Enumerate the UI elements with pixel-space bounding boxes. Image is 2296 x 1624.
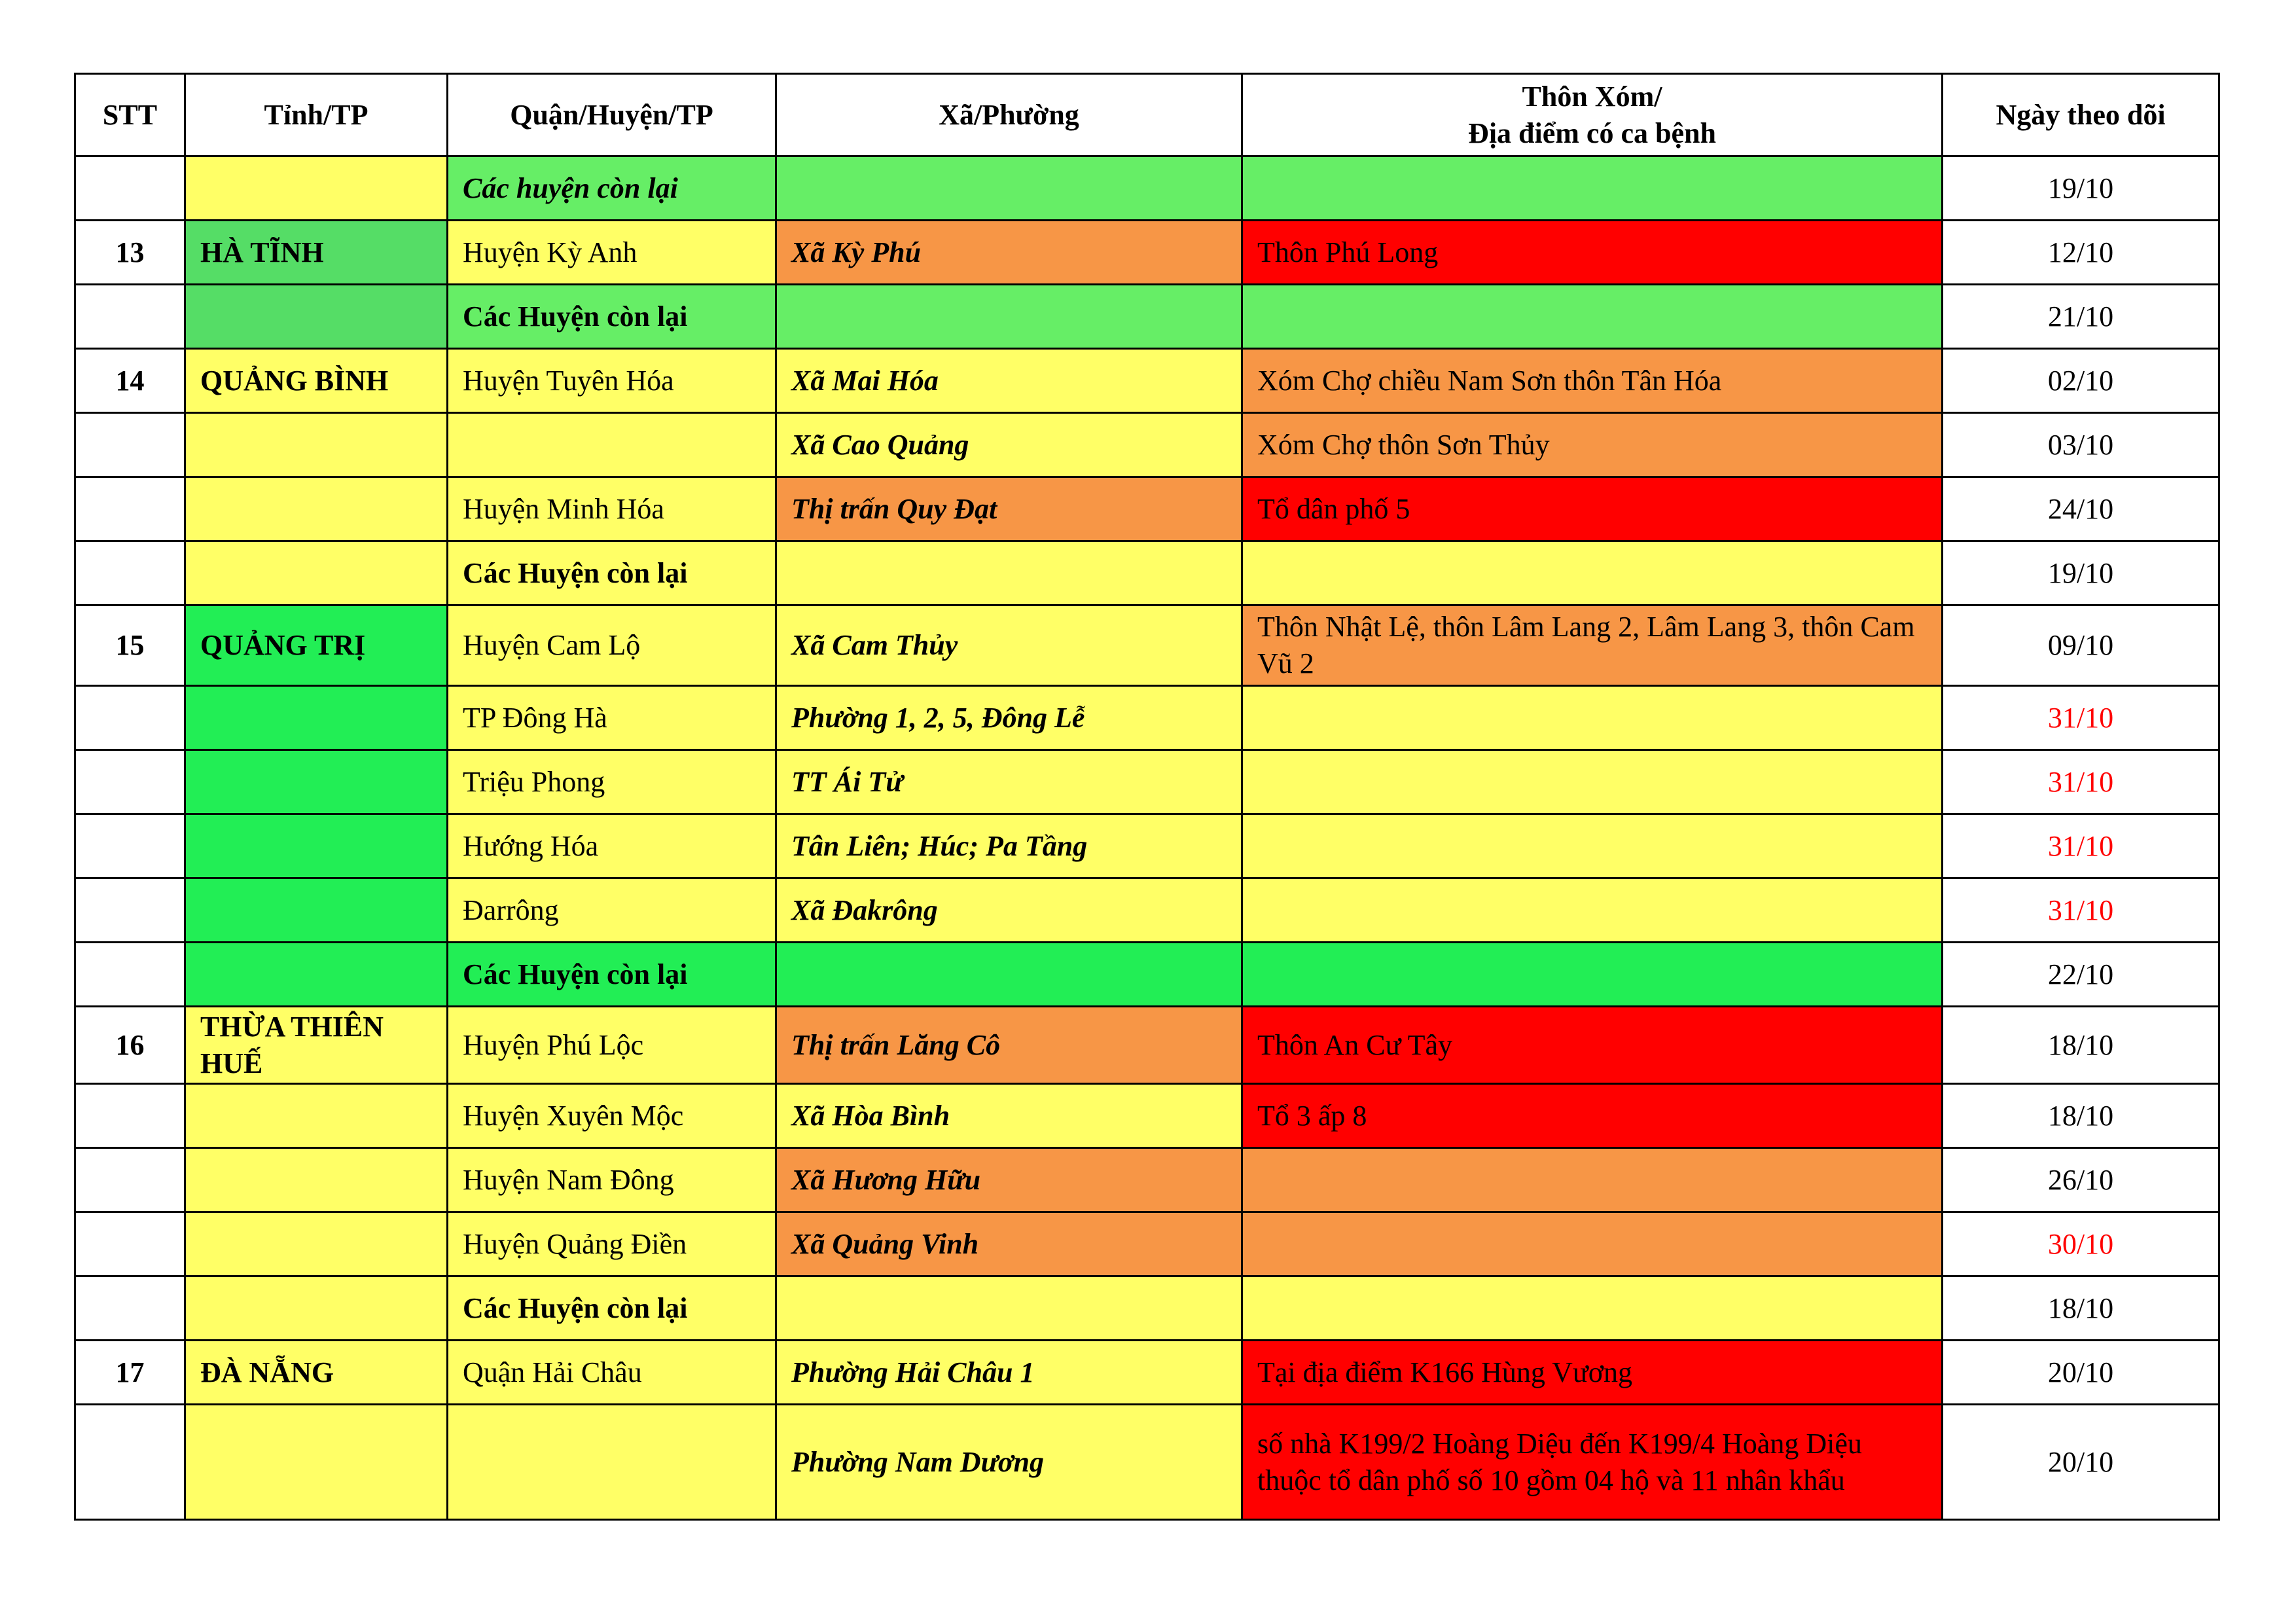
cell-thon: Xóm Chợ thôn Sơn Thủy (1242, 413, 1943, 477)
cell-tinh (185, 686, 448, 750)
table-row (75, 814, 2219, 878)
cell-tinh (185, 285, 448, 349)
cell-stt (75, 943, 185, 1007)
cell-tinh: HÀ TĨNH (185, 221, 448, 285)
cell-tinh (185, 1405, 448, 1520)
cell-thon (1242, 686, 1943, 750)
table-row (75, 349, 2219, 413)
covid-tracking-table (74, 73, 2220, 1521)
cell-xa: Phường Hải Châu 1 (776, 1341, 1242, 1405)
cell-thon (1242, 1212, 1943, 1276)
cell-stt (75, 750, 185, 814)
cell-thon: Tổ 3 ấp 8 (1242, 1084, 1943, 1148)
cell-ngay: 19/10 (1943, 541, 2219, 605)
cell-ngay: 22/10 (1943, 943, 2219, 1007)
cell-ngay: 24/10 (1943, 477, 2219, 541)
table-row (75, 221, 2219, 285)
cell-thon: Thôn Nhật Lệ, thôn Lâm Lang 2, Lâm Lang 3, thôn Cam Vũ 2 (1242, 605, 1943, 686)
table-row (75, 1405, 2219, 1520)
cell-xa: Tân Liên; Húc; Pa Tầng (776, 814, 1242, 878)
table-row (75, 605, 2219, 686)
cell-tinh (185, 750, 448, 814)
cell-thon (1242, 1148, 1943, 1212)
cell-huyen: Hướng Hóa (448, 814, 776, 878)
cell-ngay: 18/10 (1943, 1276, 2219, 1341)
cell-ngay: 31/10 (1943, 878, 2219, 943)
cell-ngay: 09/10 (1943, 605, 2219, 686)
cell-stt: 15 (75, 605, 185, 686)
table-row (75, 1276, 2219, 1341)
cell-xa: Xã Mai Hóa (776, 349, 1242, 413)
cell-xa (776, 156, 1242, 221)
cell-huyen: Các Huyện còn lại (448, 541, 776, 605)
cell-thon: Tổ dân phố 5 (1242, 477, 1943, 541)
header-thon (1242, 74, 1943, 156)
cell-huyen: Các huyện còn lại (448, 156, 776, 221)
header-row (75, 74, 2219, 156)
cell-thon (1242, 541, 1943, 605)
cell-thon (1242, 814, 1943, 878)
cell-thon (1242, 285, 1943, 349)
cell-stt (75, 1148, 185, 1212)
cell-ngay: 31/10 (1943, 814, 2219, 878)
cell-stt: 14 (75, 349, 185, 413)
cell-huyen: Huyện Quảng Điền (448, 1212, 776, 1276)
cell-stt (75, 541, 185, 605)
cell-thon: Thôn Phú Long (1242, 221, 1943, 285)
cell-tinh: THỪA THIÊN HUẾ (185, 1007, 448, 1084)
cell-xa: TT Ái Tử (776, 750, 1242, 814)
cell-stt (75, 1084, 185, 1148)
table-row (75, 541, 2219, 605)
cell-huyen: Đarrông (448, 878, 776, 943)
cell-huyen: Triệu Phong (448, 750, 776, 814)
cell-xa: Thị trấn Quy Đạt (776, 477, 1242, 541)
cell-tinh (185, 1276, 448, 1341)
cell-thon (1242, 156, 1943, 221)
cell-ngay: 20/10 (1943, 1341, 2219, 1405)
header-huyen: Quận/Huyện/TP (448, 74, 776, 156)
header-tinh: Tỉnh/TP (185, 74, 448, 156)
cell-stt (75, 878, 185, 943)
cell-thon: Xóm Chợ chiều Nam Sơn thôn Tân Hóa (1242, 349, 1943, 413)
cell-huyen: Các Huyện còn lại (448, 943, 776, 1007)
cell-xa (776, 943, 1242, 1007)
cell-tinh (185, 1212, 448, 1276)
table-row (75, 1148, 2219, 1212)
cell-stt (75, 413, 185, 477)
cell-huyen (448, 413, 776, 477)
cell-huyen: Các Huyện còn lại (448, 1276, 776, 1341)
cell-huyen: Các Huyện còn lại (448, 285, 776, 349)
cell-xa: Xã Đakrông (776, 878, 1242, 943)
cell-stt: 16 (75, 1007, 185, 1084)
table-row (75, 413, 2219, 477)
cell-stt (75, 814, 185, 878)
header-stt: STT (75, 74, 185, 156)
cell-ngay: 20/10 (1943, 1405, 2219, 1520)
cell-xa: Xã Hương Hữu (776, 1148, 1242, 1212)
cell-ngay: 21/10 (1943, 285, 2219, 349)
table-row (75, 477, 2219, 541)
cell-xa: Phường Nam Dương (776, 1405, 1242, 1520)
cell-huyen: Huyện Tuyên Hóa (448, 349, 776, 413)
cell-tinh (185, 156, 448, 221)
cell-xa: Phường 1, 2, 5, Đông Lễ (776, 686, 1242, 750)
cell-ngay: 18/10 (1943, 1007, 2219, 1084)
header-thon-line1: Thôn Xóm/ (1522, 80, 1662, 113)
cell-tinh (185, 878, 448, 943)
cell-ngay: 18/10 (1943, 1084, 2219, 1148)
cell-tinh: QUẢNG TRỊ (185, 605, 448, 686)
cell-ngay: 31/10 (1943, 750, 2219, 814)
cell-tinh (185, 943, 448, 1007)
cell-stt (75, 1276, 185, 1341)
cell-xa (776, 285, 1242, 349)
cell-tinh (185, 541, 448, 605)
cell-huyen: Quận Hải Châu (448, 1341, 776, 1405)
cell-huyen: Huyện Nam Đông (448, 1148, 776, 1212)
cell-huyen: Huyện Kỳ Anh (448, 221, 776, 285)
cell-xa: Xã Hòa Bình (776, 1084, 1242, 1148)
table-row (75, 1341, 2219, 1405)
cell-tinh: QUẢNG BÌNH (185, 349, 448, 413)
table-row (75, 750, 2219, 814)
cell-tinh: ĐÀ NẴNG (185, 1341, 448, 1405)
table-row (75, 285, 2219, 349)
cell-huyen: Huyện Minh Hóa (448, 477, 776, 541)
cell-xa: Xã Kỳ Phú (776, 221, 1242, 285)
cell-stt (75, 1212, 185, 1276)
cell-tinh (185, 413, 448, 477)
cell-stt (75, 156, 185, 221)
cell-ngay: 31/10 (1943, 686, 2219, 750)
cell-tinh (185, 1148, 448, 1212)
cell-huyen: TP Đông Hà (448, 686, 776, 750)
cell-ngay: 03/10 (1943, 413, 2219, 477)
table-row (75, 878, 2219, 943)
table-row (75, 686, 2219, 750)
cell-huyen: Huyện Xuyên Mộc (448, 1084, 776, 1148)
cell-xa (776, 1276, 1242, 1341)
cell-tinh (185, 477, 448, 541)
cell-xa: Xã Cam Thủy (776, 605, 1242, 686)
table-row (75, 1007, 2219, 1084)
cell-xa: Xã Cao Quảng (776, 413, 1242, 477)
cell-stt (75, 285, 185, 349)
cell-xa: Xã Quảng Vinh (776, 1212, 1242, 1276)
cell-thon: số nhà K199/2 Hoàng Diệu đến K199/4 Hoàng Diệu thuộc tổ dân phố số 10 gồm 04 hộ và 11 nhân khẩu (1242, 1405, 1943, 1520)
cell-tinh (185, 1084, 448, 1148)
cell-thon (1242, 1276, 1943, 1341)
cell-stt: 17 (75, 1341, 185, 1405)
cell-stt (75, 686, 185, 750)
header-thon-line2: Địa điểm có ca bệnh (1468, 117, 1716, 149)
header-xa: Xã/Phường (776, 74, 1242, 156)
cell-huyen: Huyện Phú Lộc (448, 1007, 776, 1084)
cell-xa (776, 541, 1242, 605)
cell-ngay: 30/10 (1943, 1212, 2219, 1276)
table-row (75, 1212, 2219, 1276)
cell-thon: Thôn An Cư Tây (1242, 1007, 1943, 1084)
cell-ngay: 26/10 (1943, 1148, 2219, 1212)
table-row (75, 943, 2219, 1007)
cell-xa: Thị trấn Lăng Cô (776, 1007, 1242, 1084)
cell-thon: Tại địa điểm K166 Hùng Vương (1242, 1341, 1943, 1405)
cell-thon (1242, 943, 1943, 1007)
cell-huyen: Huyện Cam Lộ (448, 605, 776, 686)
cell-stt (75, 477, 185, 541)
cell-ngay: 12/10 (1943, 221, 2219, 285)
cell-ngay: 02/10 (1943, 349, 2219, 413)
table-row (75, 1084, 2219, 1148)
cell-thon (1242, 878, 1943, 943)
cell-stt: 13 (75, 221, 185, 285)
cell-huyen (448, 1405, 776, 1520)
cell-thon (1242, 750, 1943, 814)
header-ngay: Ngày theo dõi (1943, 74, 2219, 156)
cell-ngay: 19/10 (1943, 156, 2219, 221)
cell-stt (75, 1405, 185, 1520)
table-row (75, 156, 2219, 221)
cell-tinh (185, 814, 448, 878)
